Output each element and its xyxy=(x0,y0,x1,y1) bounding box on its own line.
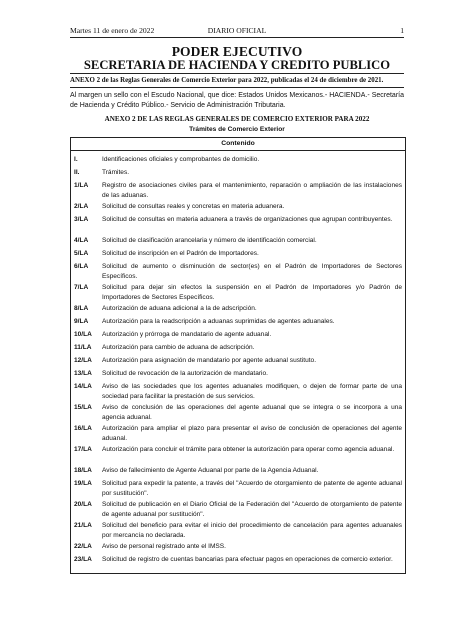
row-code: 15/LA xyxy=(74,404,92,411)
row-code: 16/LA xyxy=(74,425,92,432)
row-code: 7/LA xyxy=(74,284,89,291)
row-description: Autorización para asignación de mandatario por agente aduanal sustituto. xyxy=(102,357,317,364)
row-code: 23/LA xyxy=(74,556,92,563)
row-code: 14/LA xyxy=(74,383,92,390)
header-rule xyxy=(70,37,404,38)
row-code: I. xyxy=(74,156,78,163)
row-code: 9/LA xyxy=(74,318,89,325)
row-description: Solicitud de consultas en materia aduanera a través de organizaciones que agrupan contribuyentes. xyxy=(102,216,393,223)
row-code: 10/LA xyxy=(74,331,92,338)
row-description: Solicitud de clasificación arancelaria y número de identificación comercial. xyxy=(102,237,317,244)
row-description: Solicitud de consultas reales y concretas en materia aduanera. xyxy=(102,203,285,210)
row-code: 11/LA xyxy=(74,344,92,351)
row-description: Solicitud del beneficio para evitar el inicio del procedimiento de cancelación para agentes aduanales por mercancía no declarada. xyxy=(102,522,402,539)
row-code: 3/LA xyxy=(74,216,89,223)
row-description: Trámites. xyxy=(102,169,130,176)
anexo-rule xyxy=(70,87,404,88)
row-code: II. xyxy=(74,169,80,176)
row-code: 4/LA xyxy=(74,237,89,244)
row-description: Solicitud de aumento o disminución de sector(es) en el Padrón de Importadores de Sectores Específicos. xyxy=(102,263,402,280)
anexo-title: ANEXO 2 de las Reglas Generales de Comercio Exterior para 2022, publicadas el 24 de diciembre de 2021. xyxy=(70,77,384,84)
row-description: Autorización para ampliar el plazo para presentar el aviso de conclusión de operaciones del agente aduanal. xyxy=(102,425,402,442)
row-code: 8/LA xyxy=(74,305,89,312)
row-code: 1/LA xyxy=(74,182,89,189)
row-description: Aviso de fallecimiento de Agente Aduanal por parte de la Agencia Aduanal. xyxy=(102,467,319,474)
row-description: Solicitud para dejar sin efectos la suspensión en el Padrón de Importadores y/o Padrón de Importadores de Sectores Específicos. xyxy=(102,284,402,301)
row-code: 6/LA xyxy=(74,263,89,270)
row-description: Solicitud de revocación de la autorización de mandatario. xyxy=(102,370,268,377)
row-description: Autorización y prórroga de mandatario de agente aduanal. xyxy=(102,331,272,338)
row-description: Solicitud de publicación en el Diario Oficial de la Federación del "Acuerdo de otorgamiento de patente de agente aduanal por sustitución". xyxy=(102,501,402,518)
row-code: 19/LA xyxy=(74,480,92,487)
heading-rule xyxy=(70,73,404,74)
row-code: 21/LA xyxy=(74,522,92,529)
row-code: 18/LA xyxy=(74,467,92,474)
row-description: Aviso de personal registrado ante el IMSS. xyxy=(102,543,226,550)
row-code: 17/LA xyxy=(74,446,92,453)
table-header: Contenido xyxy=(71,138,405,151)
row-code: 5/LA xyxy=(74,250,89,257)
row-description: Identificaciones oficiales y comprobantes de domicilio. xyxy=(102,156,260,163)
row-description: Registro de asociaciones civiles para el mantenimiento, reparación o ampliación de las instalaciones de las aduanas. xyxy=(102,182,402,199)
row-code: 12/LA xyxy=(74,357,92,364)
annex-subtitle: Trámites de Comercio Exterior xyxy=(189,126,285,133)
ministry-heading: SECRETARIA DE HACIENDA Y CREDITO PUBLICO xyxy=(83,58,391,72)
section-heading: PODER EJECUTIVO xyxy=(171,44,303,59)
seal-paragraph: Al margen un sello con el Escudo Nacional, que dice: Estados Unidos Mexicanos.- HACIENDA.- Secretaría de Hacienda y Crédito Público.- Servicio de Administración Tributaria. xyxy=(70,92,404,109)
row-description: Autorización para concluir el trámite para obtener la autorización para operar como agencia aduanal. xyxy=(102,446,395,453)
row-description: Solicitud de registro de cuentas bancarias para efectuar pagos en operaciones de comercio exterior. xyxy=(102,556,393,563)
row-description: Autorización para la readscripción a aduanas suprimidas de agentes aduanales. xyxy=(102,318,335,325)
row-description: Solicitud para expedir la patente, a través del "Acuerdo de otorgamiento de patente de agente aduanal por sustitución". xyxy=(102,480,402,497)
row-description: Solicitud de inscripción en el Padrón de Importadores. xyxy=(102,250,259,257)
header-page-number: 1 xyxy=(400,26,404,35)
contents-table xyxy=(70,137,406,574)
row-code: 2/LA xyxy=(74,203,89,210)
header-date: Martes 11 de enero de 2022 xyxy=(70,26,155,35)
row-code: 22/LA xyxy=(74,543,92,550)
row-description: Aviso de las sociedades que los agentes aduanales modifiquen, o dejen de formar parte de una sociedad para facilitar la prestación de sus servicios. xyxy=(102,383,402,400)
row-code: 13/LA xyxy=(74,370,92,377)
row-description: Aviso de conclusión de las operaciones del agente aduanal que se integra o se incorpora a una agencia aduanal. xyxy=(102,404,402,421)
row-description: Autorización de aduana adicional a la de adscripción. xyxy=(102,305,257,312)
header-publication: DIARIO OFICIAL xyxy=(207,26,267,35)
annex-title: ANEXO 2 DE LAS REGLAS GENERALES DE COMERCIO EXTERIOR PARA 2022 xyxy=(104,115,370,123)
row-code: 20/LA xyxy=(74,501,92,508)
row-description: Autorización para cambio de aduana de adscripción. xyxy=(102,344,255,351)
